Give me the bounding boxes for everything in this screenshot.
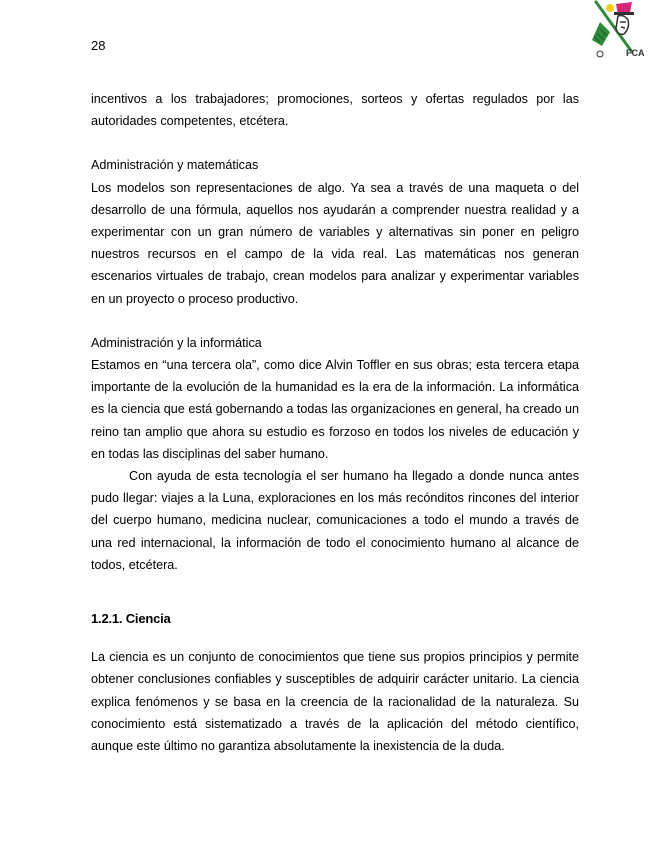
math-paragraph: Los modelos son representaciones de algo. Ya sea a través de una maqueta o del desarrollo de una fórmula, aquellos nos ayudarán a comprender nuestra realidad y a experimentar con un gran número de variables y alternativas sin poner en peligro nuestros recursos en el campo de la vida real. Las matemáticas nos generan escenarios virtuales de trabajo, crean modelos para analizar y experimentar variables en un proyecto o proceso productivo. [91, 180, 579, 306]
spacer [91, 576, 579, 608]
intro-paragraph: incentivos a los trabajadores; promociones, sorteos y ofertas regulados por las autoridades competentes, etcétera. [91, 92, 579, 129]
spacer [91, 310, 579, 332]
fca-logo-icon [588, 0, 650, 60]
fca-logo [588, 0, 650, 60]
section-title-ciencia: 1.2.1. Ciencia [91, 611, 171, 627]
spacer [91, 630, 579, 646]
informatics-paragraph-1: Estamos en “una tercera ola”, como dice Alvin Toffler en sus obras; esta tercera etapa importante de la evolución de la humanidad es la era de la información. La informática es la ciencia que está gobernando a todas las organizaciones en general, ha creado un reino tan amplio que ahora su estudio es forzoso en todos los niveles de educación y en todas las disciplinas del saber humano. [91, 358, 580, 461]
fca-logo-text: FCA [626, 48, 645, 58]
informatics-heading: Administración y la informática [91, 335, 262, 350]
document-body [91, 88, 579, 757]
math-heading: Administración y matemáticas [91, 158, 259, 173]
spacer [91, 132, 579, 154]
informatics-paragraph-2: Con ayuda de esta tecnología el ser humano ha llegado a donde nunca antes pudo llegar: viajes a la Luna, exploraciones en los más recónditos rincones del interior del cuerpo humano, medicina nuclear, comunicaciones a todo el mundo a través de una red internacional, la información de todo el conocimiento humano al alcance de todos, etcétera. [91, 469, 579, 572]
page-number: 28 [91, 38, 106, 53]
science-paragraph: La ciencia es un conjunto de conocimientos que tiene sus propios principios y permite obtener conclusiones confiables y susceptibles de adquirir carácter unitario. La ciencia explica fenómenos y se basa en la creencia de la racionalidad de la naturaleza. Su conocimiento está sistematizado a través de la aplicación del método científico, aunque este último no garantiza absolutamente la inexistencia de la duda. [91, 650, 579, 754]
